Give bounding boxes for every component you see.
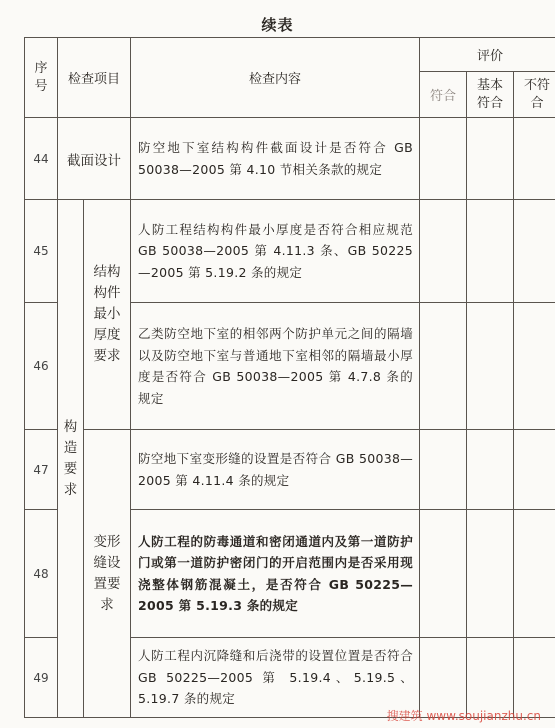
row-number: 49 (25, 638, 58, 718)
table-row (25, 200, 555, 303)
group-deformation: 变形缝设置要求 (84, 430, 131, 718)
header-not-conform: 不符合 (514, 72, 555, 118)
eval-basic-cell[interactable] (467, 638, 514, 718)
header-content: 检查内容 (131, 38, 420, 118)
table-row (25, 430, 555, 510)
eval-conform-cell[interactable] (420, 430, 467, 510)
eval-conform-cell[interactable] (420, 510, 467, 638)
eval-conform-cell[interactable] (420, 200, 467, 303)
header-evaluation: 评价 (420, 38, 555, 72)
row-content: 人防工程的防毒通道和密闭通道内及第一道防护门或第一道防护密闭门的开启范围内是否采用现浇整体钢筋混凝土，是否符合 GB 50225—2005 第 5.19.3 条的规定 (131, 510, 420, 638)
row-content: 人防工程内沉降缝和后浇带的设置位置是否符合 GB 50225—2005 第 5.19.4、5.19.5、5.19.7 条的规定 (131, 638, 420, 718)
row-number: 46 (25, 303, 58, 430)
eval-basic-cell[interactable] (467, 430, 514, 510)
group-construction: 构造要求 (58, 200, 84, 718)
header-item: 检查项目 (58, 38, 131, 118)
eval-basic-cell[interactable] (467, 510, 514, 638)
group-min-thickness: 结构构件最小厚度要求 (84, 200, 131, 430)
eval-conform-cell[interactable] (420, 118, 467, 200)
eval-basic-cell[interactable] (467, 200, 514, 303)
eval-not-cell[interactable] (514, 303, 555, 430)
eval-basic-cell[interactable] (467, 118, 514, 200)
inspection-table (24, 37, 555, 718)
table-row (25, 118, 555, 200)
eval-not-cell[interactable] (514, 430, 555, 510)
eval-conform-cell[interactable] (420, 303, 467, 430)
row-item: 截面设计 (58, 118, 131, 200)
row-content: 防空地下室结构构件截面设计是否符合 GB 50038—2005 第 4.10 节相关条款的规定 (131, 118, 420, 200)
eval-not-cell[interactable] (514, 118, 555, 200)
eval-not-cell[interactable] (514, 200, 555, 303)
header-conform: 符合 (420, 72, 467, 118)
watermark: 搜建筑 www.soujianzhu.cn (386, 709, 541, 723)
eval-basic-cell[interactable] (467, 303, 514, 430)
page-title: 续表 (261, 16, 294, 34)
row-number: 48 (25, 510, 58, 638)
header-seq: 序号 (25, 38, 58, 118)
eval-not-cell[interactable] (514, 510, 555, 638)
eval-conform-cell[interactable] (420, 638, 467, 718)
row-number: 45 (25, 200, 58, 303)
header-basic-conform: 基本符合 (467, 72, 514, 118)
row-content: 防空地下室变形缝的设置是否符合 GB 50038—2005 第 4.11.4 条的规定 (131, 430, 420, 510)
eval-not-cell[interactable] (514, 638, 555, 718)
row-content: 乙类防空地下室的相邻两个防护单元之间的隔墙以及防空地下室与普通地下室相邻的隔墙最小厚度是否符合 GB 50038—2005 第 4.7.8 条的规定 (131, 303, 420, 430)
row-number: 47 (25, 430, 58, 510)
row-content: 人防工程结构构件最小厚度是否符合相应规范 GB 50038—2005 第 4.11.3 条、GB 50225—2005 第 5.19.2 条的规定 (131, 200, 420, 303)
row-number: 44 (25, 118, 58, 200)
